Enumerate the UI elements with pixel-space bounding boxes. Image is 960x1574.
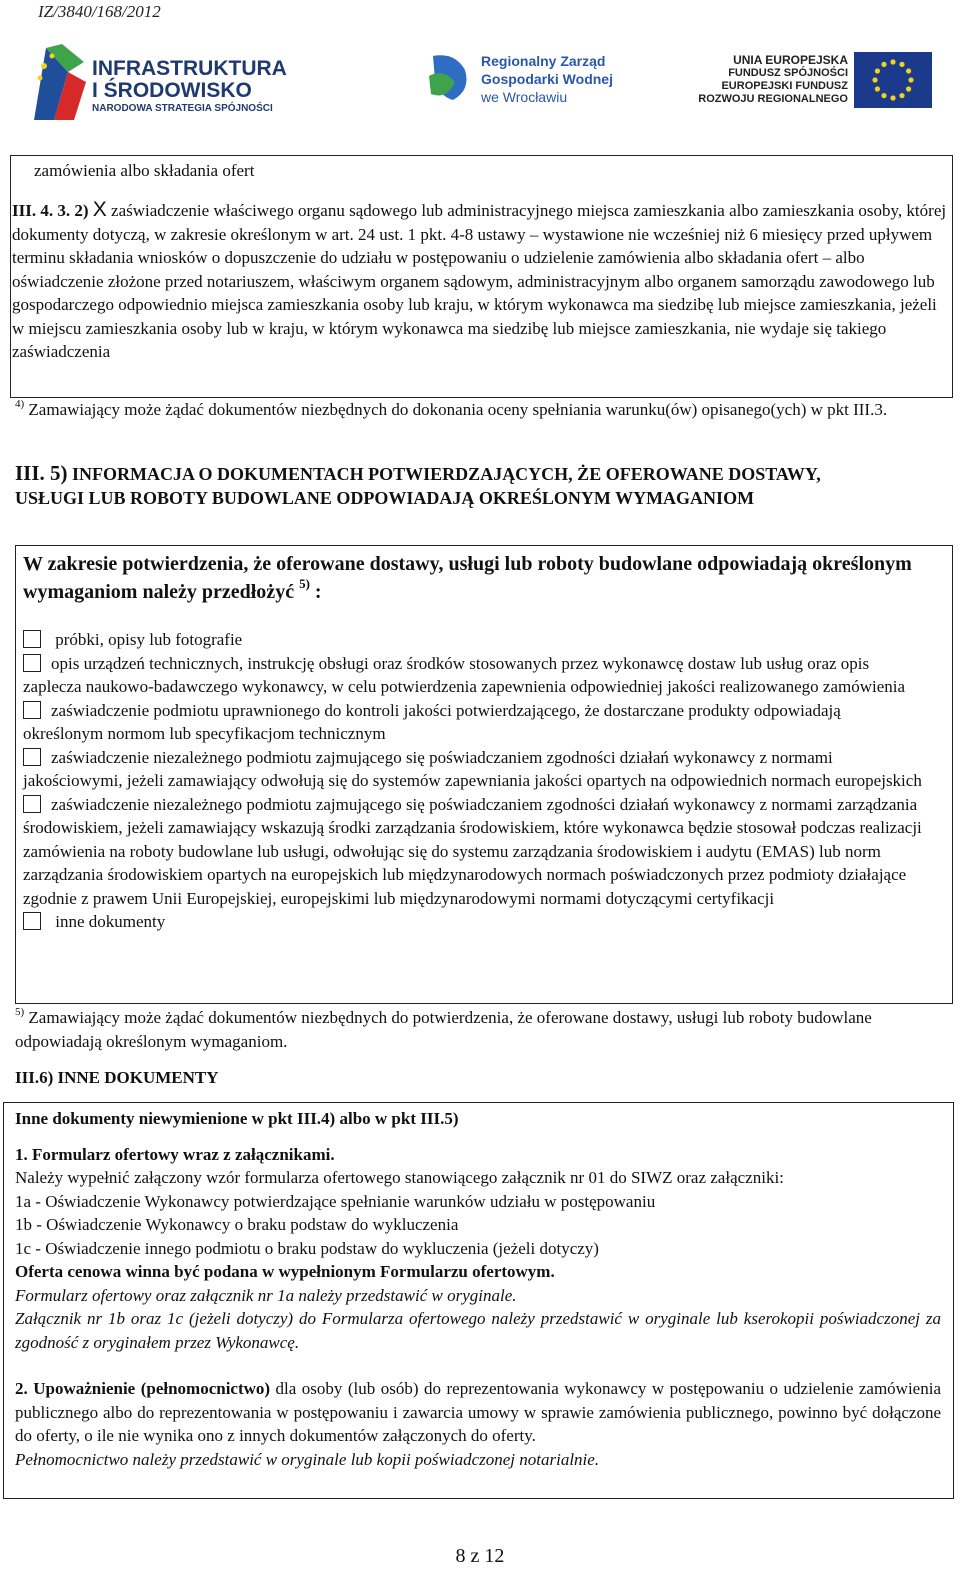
box3-p1-item-1a: 1a - Oświadczenie Wykonawcy potwierdzające spełnianie warunków udziału w postępowaniu: [15, 1191, 656, 1211]
box3-p1-line: Należy wypełnić załączony wzór formularza ofertowego stanowiącego załącznik nr 01 do SIWZ oraz załączniki:: [15, 1168, 784, 1187]
box1-mark: X: [92, 198, 107, 221]
box2-item-3: zaświadczenie niezależnego podmiotu zajmującego się poświadczaniem zgodności działań wykonawcy z normami jakościowymi, jeżeli zamawiający odwołują się do systemów zapewniania jakości opartych na odpowiednich normach europejskich: [23, 747, 922, 790]
logo-infrastruktura: [28, 42, 288, 126]
box3-p2: [15, 1377, 941, 1448]
footnote-4: [15, 398, 945, 422]
logo-left-line2: I ŚRODOWISKO: [92, 79, 252, 102]
box3-intro: Inne dokumenty niewymienione w pkt III.4) albo w pkt III.5): [15, 1109, 459, 1128]
checkbox-technical-description[interactable]: [23, 654, 41, 672]
logo-left-line3: NARODOWA STRATEGIA SPÓJNOŚCI: [92, 103, 273, 114]
box2-intro-end: :: [309, 581, 322, 603]
logo-right-line4: ROZWOJU REGIONALNEGO: [698, 93, 848, 105]
logo-mid-line1: Regionalny Zarząd: [481, 53, 606, 69]
logo-rzgw: [425, 50, 635, 120]
logo-right-line2: FUNDUSZ SPÓJNOŚCI: [728, 67, 848, 79]
box2-item-2: zaświadczenie podmiotu uprawnionego do kontroli jakości potwierdzającego, że dostarczane produkty odpowiadają określonym normom lub specyfikacjom technicznym: [23, 700, 841, 743]
header-logos: [0, 36, 960, 126]
section-5-num: III. 5): [15, 461, 68, 485]
section-iii-5-heading: [15, 461, 875, 510]
logo-mid-line3: we Wrocławiu: [481, 89, 568, 105]
logo-mid-line2: Gospodarki Wodnej: [481, 71, 613, 87]
box3-content: [15, 1107, 941, 1471]
box2-intro: [23, 550, 933, 606]
box3-p1-title: 1. Formularz ofertowy wraz z załącznikami.: [15, 1144, 335, 1164]
list-item: [23, 652, 923, 699]
box3-p1-italic-2: Załącznik nr 1b oraz 1c (jeżeli dotyczy) do Formularza ofertowego należy przedstawić w oryginale lub kserokopii poświadczonej za zgodność z oryginałem przez Wykonawcę.: [15, 1309, 941, 1352]
box3-p2-text: dla osoby (lub osób) do reprezentowania wykonawcy w postępowaniu o udzielenie zamówienia publicznego albo do reprezentowania w postępowaniu i zawarcia umowy w sprawie zamówienia publicznego, powinno być dołączone do oferty, o ile nie wynika ono z innych dokumentów załączonych do oferty.: [15, 1379, 941, 1445]
box3-p2-italic: Pełnomocnictwo należy przedstawić w oryginale lub kopii poświadczonej notarialnie.: [15, 1449, 600, 1469]
box2-item-0: próbki, opisy lub fotografie: [51, 630, 243, 649]
logo-eu: [688, 52, 938, 116]
box1-item: [12, 198, 947, 364]
box2-item-1: opis urządzeń technicznych, instrukcję obsługi oraz środków stosowanych przez wykonawcę dostaw lub usług oraz opis zaplecza naukowo-badawczego wykonawcy, w celu potwierdzenia zapewnienia odpowiedniej jakości realizowanego zamówienia: [23, 653, 906, 696]
checkbox-environment-norms[interactable]: [23, 795, 41, 813]
box2-intro-sup: 5): [299, 576, 310, 591]
water-drop-icon: [425, 50, 471, 104]
box2-item-4: zaświadczenie niezależnego podmiotu zajmującego się poświadczaniem zgodności działań wykonawcy z normami zarządzania środowiskiem, jeżeli zamawiający wskazują środki zarządzania środowiskiem, które wykonawca będzie stosował podczas realizacji zamówienia na roboty budowlane lub usługi, odwołując się do systemu zarządzania środowiskiem i audytu (EMAS) lub norm zarządzania środowiskiem opartych na europejskich lub międzynarodowych normach poświadczonych przez podmioty działające zgodnie z prawem Unii Europejskiej, europejskimi lub międzynarodowymi normami dotyczącymi certyfikacji: [23, 794, 922, 908]
box2-list: [23, 628, 923, 934]
logo-left-line1: INFRASTRUKTURA: [92, 57, 287, 80]
list-item: [23, 793, 923, 911]
eu-flag-icon: [854, 52, 932, 108]
footnote-4-num: 4): [15, 398, 25, 410]
checkbox-quality-certificate[interactable]: [23, 701, 41, 719]
list-item: [23, 628, 923, 652]
checkbox-other-documents[interactable]: [23, 912, 41, 930]
footnote-5-num: 5): [15, 1006, 25, 1018]
list-item: [23, 746, 923, 793]
box1-item-prefix: III. 4. 3. 2): [12, 201, 89, 220]
checkbox-quality-norms[interactable]: [23, 748, 41, 766]
list-item: [23, 910, 923, 934]
footnote-5: [15, 1006, 945, 1053]
box3-p1-item-1b: 1b - Oświadczenie Wykonawcy o braku podstaw do wykluczenia: [15, 1215, 459, 1234]
section-5-title: INFORMACJA O DOKUMENTACH POTWIERDZAJĄCYCH, ŻE OFEROWANE DOSTAWY, USŁUGI LUB ROBOTY BUDOWLANE ODPOWIADAJĄ OKREŚLONYM WYMAGANIOM: [15, 464, 821, 508]
section-iii-6-heading: III.6) INNE DOKUMENTY: [15, 1068, 219, 1087]
footnote-5-text: Zamawiający może żądać dokumentów niezbędnych do potwierdzenia, że oferowane dostawy, usługi lub roboty budowlane odpowiadają określonym wymaganiom.: [15, 1008, 872, 1051]
document-id: IZ/3840/168/2012: [38, 2, 161, 21]
box1-item-text: zaświadczenie właściwego organu sądowego lub administracyjnego miejsca zamieszkania albo zamieszkania osoby, której dokumenty dotyczą, w zakresie określonym w art. 24 ust. 1 pkt. 4-8 ustawy – wystawione nie wcześniej niż 6 miesięcy przed upływem terminu składania wniosków o dopuszczenie do udziału w postępowaniu o udzielenie zamówienia albo składania ofert – albo oświadczenie złożone przed notariuszem, właściwym organem sądowym, administracyjnym albo organem samorządu zawodowego lub gospodarczego odpowiednio miejsca zamieszkania osoby lub kraju, w którym wykonawca ma siedzibę lub miejsce zamieszkania, jeżeli w miejscu zamieszkania osoby lub w kraju, w którym wykonawca ma siedzibę lub miejsce zamieszkania, nie wydaje się takiego zaświadczenia: [12, 201, 947, 361]
box3-p1-item-1c: 1c - Oświadczenie innego podmiotu o braku podstaw do wykluczenia (jeżeli dotyczy): [15, 1238, 599, 1258]
logo-right-line3: EUROPEJSKI FUNDUSZ: [721, 80, 848, 92]
box1-top-line: zamówienia albo składania ofert: [34, 161, 255, 180]
flag-emblem-icon: [28, 42, 88, 122]
logo-right-line1: UNIA EUROPEJSKA: [733, 53, 848, 67]
footnote-4-text: Zamawiający może żądać dokumentów niezbędnych do dokonania oceny spełniania warunku(ów) opisanego(ych) w pkt III.3.: [24, 400, 888, 419]
box2-intro-text: W zakresie potwierdzenia, że oferowane dostawy, usługi lub roboty budowlane odpowiadają określonym wymaganiom należy przedłożyć: [23, 553, 912, 603]
box3-p1-bold: Oferta cenowa winna być podana w wypełnionym Formularzu ofertowym.: [15, 1262, 555, 1281]
checkbox-samples[interactable]: [23, 630, 41, 648]
box2-item-5: inne dokumenty: [51, 912, 166, 931]
list-item: [23, 699, 923, 746]
page-number: 8 z 12: [455, 1545, 505, 1567]
box3-p1-italic-1: Formularz ofertowy oraz załącznik nr 1a należy przedstawić w oryginale.: [15, 1285, 517, 1305]
box3-p2-title: 2. Upoważnienie (pełnomocnictwo): [15, 1379, 271, 1398]
